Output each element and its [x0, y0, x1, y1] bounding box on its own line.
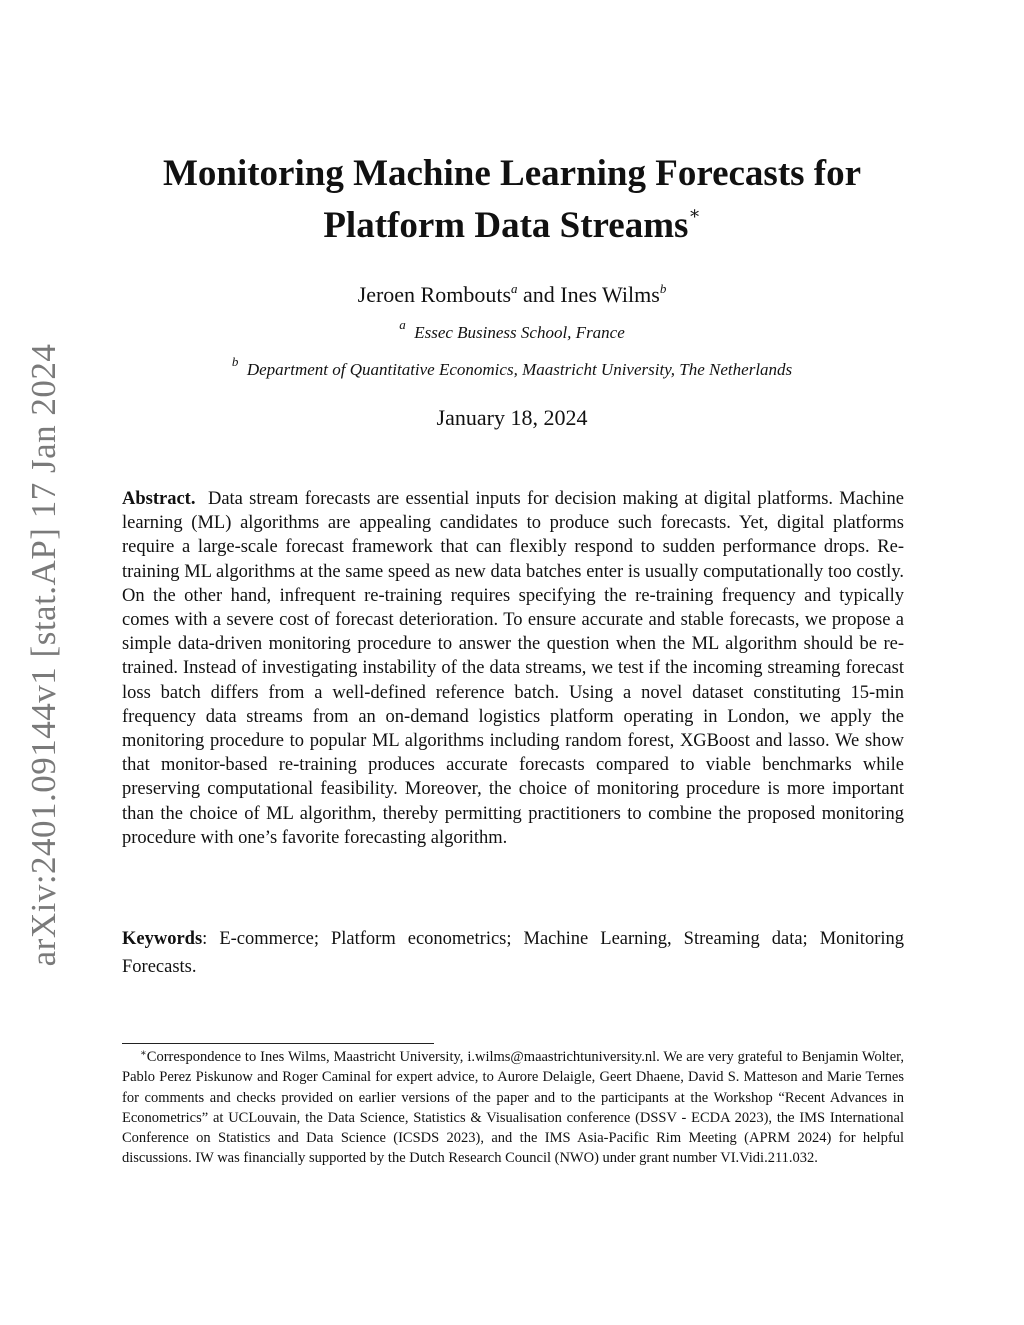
affiliation-b-text: Department of Quantitative Economics, Maastricht University, The Netherlands [246, 360, 793, 379]
footnote-divider [122, 1043, 434, 1044]
abstract-section [122, 487, 904, 850]
footnote [122, 1047, 904, 1169]
publication-date: January 18, 2024 [436, 405, 588, 430]
title-line-2-text: Platform Data Streams [323, 205, 689, 246]
footnote-text: Correspondence to Ines Wilms, Maastricht University, i.wilms@maastrichtuniversity.nl. We are very grateful to Benjamin Wolter, Pablo Perez Piskunow and Roger Caminal for expert advice, to Aurore Delaigle, Geert Dhaene, David S. Matteson and Marie Ternes for comments and checks provided on earlier versions of the paper and to the participants at the Workshop “Recent Advances in Econometrics” at UCLouvain, the Data Science, Statistics & Visualisation conference (DSSV - ECDA 2023), the IMS International Conference on Statistics and Data Science (ICSDS 2023), and the IMS Asia-Pacific Rim Meeting (APRM 2024) for helpful discussions. IW was financially supported by the Dutch Research Council (NWO) under grant number VI.Vidi.211.032. [122, 1049, 904, 1167]
arxiv-identifier-stamp: arXiv:2401.09144v1 [stat.AP] 17 Jan 2024 [24, 343, 63, 967]
keywords-text: : E-commerce; Platform econometrics; Machine Learning, Streaming data; Monitoring Forecasts. [122, 929, 904, 977]
author-1-name: Jeroen Rombouts [357, 282, 512, 307]
title-footnote-marker[interactable]: ∗ [688, 203, 701, 223]
author-2-name: Ines Wilms [560, 282, 660, 307]
footnote-marker: ∗ [140, 1048, 147, 1059]
affiliation-b [0, 354, 1024, 380]
affiliation-a-mark: a [399, 317, 406, 332]
affiliation-a-text: Essec Business School, France [414, 323, 625, 342]
title-line-1: Monitoring Machine Learning Forecasts for [162, 153, 862, 194]
abstract-label: Abstract. [122, 489, 196, 509]
paper-title [0, 148, 1024, 252]
title-line-2 [0, 200, 1024, 252]
author-2-affiliation-mark: b [659, 281, 667, 296]
keywords-label: Keywords [122, 929, 203, 949]
author-1-affiliation-mark: a [511, 281, 518, 296]
abstract-text: Data stream forecasts are essential inputs for decision making at digital platforms. Machine learning (ML) algorithms are appealing candidates to produce such forecasts. Yet, digital platforms require a large-scale forecast framework that can flexibly respond to sudden performance drops. Re-training ML algorithms at the same speed as new data batches enter is usually computationally too costly. On the other hand, infrequent re-training requires specifying the re-training frequency and typically comes with a severe cost of forecast deterioration. To ensure accurate and stable forecasts, we propose a simple data-driven monitoring procedure to answer the question when the ML algorithm should be re-trained. Instead of investigating instability of the data streams, we test if the incoming streaming forecast loss batch differs from a well-defined reference batch. Using a novel dataset constituting 15-min frequency data streams from an on-demand logistics platform operating in London, we apply the monitoring procedure to popular ML algorithms including random forest, XGBoost and lasso. We show that monitor-based re-training produces accurate forecasts compared to viable benchmarks while preserving computational feasibility. Moreover, the choice of monitoring procedure is more important than the choice of ML algorithm, thereby permitting practitioners to combine the proposed monitoring procedure with one’s favorite forecasting algorithm. [122, 489, 905, 848]
keywords-section [122, 925, 904, 981]
affiliation-b-mark: b [231, 354, 239, 369]
author-connector: and [517, 282, 561, 307]
author-list [0, 282, 1024, 308]
affiliation-a [0, 317, 1024, 343]
